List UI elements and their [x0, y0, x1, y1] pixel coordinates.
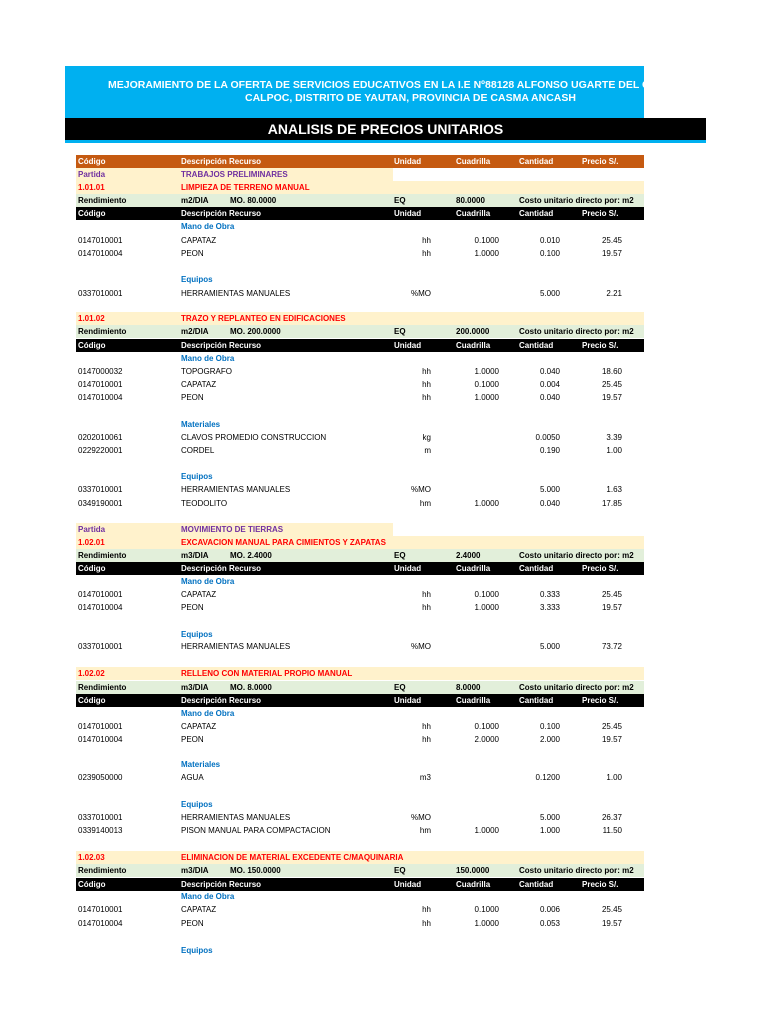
group-label: Equipos — [181, 472, 213, 481]
resource-description: CAPATAZ — [181, 722, 217, 731]
rendimiento-eq: EQ — [394, 327, 406, 336]
resource-code: 0147010001 — [78, 380, 123, 389]
sub-header-precio: Precio S/. — [582, 880, 619, 889]
resource-code: 0147010001 — [78, 722, 123, 731]
resource-unit: hh — [422, 905, 431, 914]
resource-description: HERRAMIENTAS MANUALES — [181, 813, 291, 822]
sub-header-description: Descripción Recurso — [181, 564, 262, 573]
partida-description: MOVIMIENTO DE TIERRAS — [181, 525, 284, 534]
resource-precio: 25.45 — [601, 722, 622, 731]
item-row — [76, 851, 644, 864]
resource-cuadrilla: 0.1000 — [474, 236, 499, 245]
project-title-line-2: CALPOC, DISTRITO DE YAUTAN, PROVINCIA DE CASMA ANCASH — [245, 92, 576, 104]
resource-cuadrilla: 1.0000 — [474, 919, 499, 928]
sub-header-description: Descripción Recurso — [181, 209, 262, 218]
sub-header-unit: Unidad — [394, 341, 422, 350]
resource-code: 0147000032 — [78, 367, 123, 376]
resource-cantidad: 0.1200 — [535, 773, 560, 782]
resource-code: 0202010061 — [78, 433, 123, 442]
resource-unit: m3 — [419, 773, 431, 782]
item-description: TRAZO Y REPLANTEO EN EDIFICACIONES — [181, 314, 346, 323]
resource-cuadrilla: 0.1000 — [474, 905, 499, 914]
resource-unit: hh — [422, 603, 431, 612]
resource-description: HERRAMIENTAS MANUALES — [181, 289, 291, 298]
group-label: Mano de Obra — [181, 222, 235, 231]
rendimiento-label: Rendimiento — [78, 196, 127, 205]
partida-row — [76, 168, 393, 181]
sub-header-code: Código — [78, 880, 106, 889]
rendimiento-mo: MO. 80.0000 — [230, 196, 277, 205]
rendimiento-unit: m3/DIA — [181, 551, 209, 560]
resource-row — [76, 431, 644, 444]
sub-header-description: Descripción Recurso — [181, 880, 262, 889]
resource-description: CAPATAZ — [181, 905, 217, 914]
resource-unit: hh — [422, 590, 431, 599]
resource-description: TOPOGRAFO — [181, 367, 232, 376]
item-code: 1.02.02 — [78, 669, 105, 678]
group-label: Equipos — [181, 275, 213, 284]
resource-unit: hh — [422, 735, 431, 744]
group-label: Materiales — [181, 760, 221, 769]
header-unit: Unidad — [394, 157, 422, 166]
costo-unitario-label: Costo unitario directo por: m2 — [519, 551, 634, 560]
resource-precio: 1.00 — [606, 773, 622, 782]
resource-unit: %MO — [411, 485, 431, 494]
group-label: Mano de Obra — [181, 354, 235, 363]
rendimiento-eq-value: 200.0000 — [456, 327, 490, 336]
sub-header-unit: Unidad — [394, 696, 422, 705]
resource-precio: 25.45 — [601, 236, 622, 245]
resource-code: 0337010001 — [78, 485, 123, 494]
rendimiento-eq-value: 8.0000 — [456, 683, 481, 692]
sub-header-cantidad: Cantidad — [519, 564, 554, 573]
resource-cantidad: 0.100 — [539, 722, 560, 731]
costo-unitario-label: Costo unitario directo por: m2 — [519, 683, 634, 692]
group-label: Equipos — [181, 630, 213, 639]
resource-precio: 18.60 — [601, 367, 622, 376]
resource-description: PEON — [181, 393, 204, 402]
resource-row — [76, 720, 644, 733]
resource-cuadrilla: 2.0000 — [474, 735, 499, 744]
resource-cantidad: 5.000 — [539, 485, 560, 494]
resource-description: PEON — [181, 603, 204, 612]
resource-precio: 25.45 — [601, 380, 622, 389]
group-label-row — [76, 220, 644, 233]
group-label-row — [76, 798, 644, 811]
rendimiento-eq: EQ — [394, 683, 406, 692]
resource-unit: %MO — [411, 289, 431, 298]
sub-header-code: Código — [78, 341, 106, 350]
resource-cantidad: 0.006 — [539, 905, 560, 914]
group-label-row — [76, 890, 644, 903]
resource-precio: 17.85 — [601, 499, 622, 508]
header-cantidad: Cantidad — [519, 157, 554, 166]
resource-description: PISON MANUAL PARA COMPACTACION — [181, 826, 331, 835]
resource-unit: hm — [419, 826, 431, 835]
resource-cantidad: 2.000 — [539, 735, 560, 744]
sub-header-precio: Precio S/. — [582, 341, 619, 350]
resource-cuadrilla: 1.0000 — [474, 393, 499, 402]
resource-description: CORDEL — [181, 446, 215, 455]
resource-description: CAPATAZ — [181, 590, 217, 599]
resource-row — [76, 903, 644, 916]
resource-row — [76, 483, 644, 496]
rendimiento-mo: MO. 8.0000 — [230, 683, 272, 692]
resource-precio: 19.57 — [601, 249, 622, 258]
resource-cuadrilla: 0.1000 — [474, 722, 499, 731]
resource-precio: 11.50 — [602, 826, 622, 835]
resource-description: CAPATAZ — [181, 236, 217, 245]
group-label: Mano de Obra — [181, 892, 235, 901]
resource-cuadrilla: 1.0000 — [474, 826, 499, 835]
resource-description: PEON — [181, 919, 204, 928]
costo-unitario-label: Costo unitario directo por: m2 — [519, 866, 634, 875]
rendimiento-unit: m3/DIA — [181, 866, 209, 875]
costo-unitario-label: Costo unitario directo por: m2 — [519, 196, 634, 205]
resource-row — [76, 444, 644, 457]
resource-precio: 73.72 — [601, 642, 622, 651]
sub-header-cuadrilla: Cuadrilla — [456, 696, 491, 705]
sub-header-row — [76, 694, 644, 707]
resource-description: PEON — [181, 249, 204, 258]
resource-unit: m — [424, 446, 431, 455]
rendimiento-row — [76, 549, 644, 562]
rendimiento-eq: EQ — [394, 196, 406, 205]
rendimiento-mo: MO. 200.0000 — [230, 327, 281, 336]
resource-row — [76, 917, 644, 930]
resource-code: 0147010004 — [78, 919, 123, 928]
resource-cantidad: 0.053 — [539, 919, 560, 928]
resource-cuadrilla: 1.0000 — [474, 367, 499, 376]
group-label: Mano de Obra — [181, 709, 235, 718]
sub-header-cuadrilla: Cuadrilla — [456, 209, 491, 218]
sub-header-cuadrilla: Cuadrilla — [456, 341, 491, 350]
sub-header-row — [76, 562, 644, 575]
resource-unit: hh — [422, 367, 431, 376]
resource-cantidad: 5.000 — [539, 642, 560, 651]
sub-header-cantidad: Cantidad — [519, 341, 554, 350]
resource-code: 0337010001 — [78, 642, 123, 651]
resource-row — [76, 378, 644, 391]
sub-header-row — [76, 207, 644, 220]
rendimiento-label: Rendimiento — [78, 683, 127, 692]
resource-unit: hh — [422, 919, 431, 928]
partida-label: Partida — [78, 170, 106, 179]
resource-unit: hm — [419, 499, 431, 508]
sub-header-cuadrilla: Cuadrilla — [456, 880, 491, 889]
resource-cantidad: 5.000 — [539, 813, 560, 822]
group-label-row — [76, 470, 644, 483]
header-precio: Precio S/. — [582, 157, 619, 166]
resource-code: 0147010004 — [78, 603, 123, 612]
resource-cantidad: 5.000 — [539, 289, 560, 298]
header-cuadrilla: Cuadrilla — [456, 157, 491, 166]
rendimiento-mo: MO. 2.4000 — [230, 551, 272, 560]
item-description: LIMPIEZA DE TERRENO MANUAL — [181, 183, 310, 192]
resource-cantidad: 0.004 — [539, 380, 560, 389]
item-code: 1.02.01 — [78, 538, 105, 547]
resource-unit: %MO — [411, 813, 431, 822]
item-description: RELLENO CON MATERIAL PROPIO MANUAL — [181, 669, 353, 678]
sub-header-cantidad: Cantidad — [519, 209, 554, 218]
sub-header-cuadrilla: Cuadrilla — [456, 564, 491, 573]
resource-cantidad: 1.000 — [539, 826, 560, 835]
resource-code: 0147010004 — [78, 393, 123, 402]
item-code: 1.01.02 — [78, 314, 105, 323]
resource-unit: kg — [422, 433, 431, 442]
sub-header-cantidad: Cantidad — [519, 880, 554, 889]
group-label-row — [76, 352, 644, 365]
resource-row — [76, 640, 644, 653]
sub-header-code: Código — [78, 696, 106, 705]
sub-header-precio: Precio S/. — [582, 209, 619, 218]
resource-precio: 19.57 — [601, 919, 622, 928]
group-label: Equipos — [181, 946, 213, 955]
sub-header-code: Código — [78, 209, 106, 218]
resource-row — [76, 497, 644, 510]
sub-header-cantidad: Cantidad — [519, 696, 554, 705]
resource-cantidad: 0.333 — [539, 590, 560, 599]
resource-description: HERRAMIENTAS MANUALES — [181, 485, 291, 494]
page-title: ANALISIS DE PRECIOS UNITARIOS — [267, 121, 504, 137]
resource-description: TEODOLITO — [181, 499, 228, 508]
resource-code: 0337010001 — [78, 289, 123, 298]
resource-unit: hh — [422, 722, 431, 731]
group-label-row — [76, 944, 644, 957]
item-description: ELIMINACION DE MATERIAL EXCEDENTE C/MAQUINARIA — [181, 853, 404, 862]
resource-code: 0337010001 — [78, 813, 123, 822]
resource-precio: 19.57 — [601, 735, 622, 744]
resource-description: AGUA — [181, 773, 204, 782]
resource-precio: 1.00 — [606, 446, 622, 455]
item-row — [76, 181, 644, 194]
partida-row — [76, 523, 393, 536]
header-code: Código — [78, 157, 106, 166]
resource-unit: %MO — [411, 642, 431, 651]
resource-row — [76, 588, 644, 601]
rendimiento-unit: m2/DIA — [181, 196, 209, 205]
group-label-row — [76, 758, 644, 771]
resource-code: 0239050000 — [78, 773, 123, 782]
resource-unit: hh — [422, 249, 431, 258]
resource-cuadrilla: 0.1000 — [474, 590, 499, 599]
resource-row — [76, 824, 644, 837]
group-label: Equipos — [181, 800, 213, 809]
resource-code: 0339140013 — [78, 826, 123, 835]
item-description: EXCAVACION MANUAL PARA CIMIENTOS Y ZAPATAS — [181, 538, 386, 547]
resource-precio: 3.39 — [606, 433, 622, 442]
resource-cuadrilla: 0.1000 — [474, 380, 499, 389]
sub-header-unit: Unidad — [394, 880, 422, 889]
resource-precio: 25.45 — [601, 905, 622, 914]
group-label: Mano de Obra — [181, 577, 235, 586]
group-label-row — [76, 273, 644, 286]
rendimiento-eq: EQ — [394, 866, 406, 875]
resource-unit: hh — [422, 236, 431, 245]
resource-code: 0229220001 — [78, 446, 123, 455]
resource-cuadrilla: 1.0000 — [474, 603, 499, 612]
resource-precio: 19.57 — [601, 393, 622, 402]
group-label: Materiales — [181, 420, 221, 429]
resource-row — [76, 733, 644, 746]
sub-header-unit: Unidad — [394, 564, 422, 573]
item-code: 1.02.03 — [78, 853, 105, 862]
resource-code: 0147010001 — [78, 236, 123, 245]
project-title-line-1: MEJORAMIENTO DE LA OFERTA DE SERVICIOS EDUCATIVOS EN LA I.E Nº88128 ALFONSO UGARTE DEL CENTRO POBLA — [108, 79, 726, 91]
resource-row — [76, 391, 644, 404]
sub-header-code: Código — [78, 564, 106, 573]
rendimiento-row — [76, 325, 644, 338]
resource-cuadrilla: 1.0000 — [474, 249, 499, 258]
resource-cantidad: 3.333 — [539, 603, 560, 612]
resource-row — [76, 287, 644, 300]
rendimiento-eq: EQ — [394, 551, 406, 560]
resource-description: HERRAMIENTAS MANUALES — [181, 642, 291, 651]
resource-row — [76, 601, 644, 614]
sub-header-precio: Precio S/. — [582, 564, 619, 573]
group-label-row — [76, 707, 644, 720]
costo-unitario-label: Costo unitario directo por: m2 — [519, 327, 634, 336]
rendimiento-label: Rendimiento — [78, 327, 127, 336]
resource-precio: 26.37 — [601, 813, 622, 822]
resource-description: PEON — [181, 735, 204, 744]
resource-cuadrilla: 1.0000 — [474, 499, 499, 508]
header-description: Descripción Recurso — [181, 157, 262, 166]
resource-cantidad: 0.040 — [539, 367, 560, 376]
resource-cantidad: 0.040 — [539, 393, 560, 402]
rendimiento-row — [76, 194, 644, 207]
rendimiento-eq-value: 150.0000 — [456, 866, 490, 875]
resource-cantidad: 0.040 — [539, 499, 560, 508]
rendimiento-mo: MO. 150.0000 — [230, 866, 281, 875]
resource-cantidad: 0.100 — [539, 249, 560, 258]
resource-code: 0147010004 — [78, 735, 123, 744]
resource-row — [76, 771, 644, 784]
resource-description: CAPATAZ — [181, 380, 217, 389]
group-label-row — [76, 418, 644, 431]
resource-unit: hh — [422, 393, 431, 402]
sub-header-description: Descripción Recurso — [181, 696, 262, 705]
rendimiento-label: Rendimiento — [78, 551, 127, 560]
resource-code: 0147010001 — [78, 905, 123, 914]
partida-description: TRABAJOS PRELIMINARES — [181, 170, 288, 179]
sub-header-row — [76, 339, 644, 352]
partida-label: Partida — [78, 525, 106, 534]
rendimiento-row — [76, 864, 644, 877]
sub-header-precio: Precio S/. — [582, 696, 619, 705]
resource-code: 0349190001 — [78, 499, 123, 508]
sub-header-description: Descripción Recurso — [181, 341, 262, 350]
resource-precio: 19.57 — [601, 603, 622, 612]
rendimiento-eq-value: 2.4000 — [456, 551, 481, 560]
resource-cantidad: 0.190 — [539, 446, 560, 455]
rendimiento-eq-value: 80.0000 — [456, 196, 485, 205]
resource-unit: hh — [422, 380, 431, 389]
rendimiento-row — [76, 681, 644, 694]
sub-header-unit: Unidad — [394, 209, 422, 218]
resource-precio: 2.21 — [606, 289, 622, 298]
item-row — [76, 536, 644, 549]
resource-precio: 25.45 — [601, 590, 622, 599]
resource-cantidad: 0.010 — [539, 236, 560, 245]
rendimiento-unit: m3/DIA — [181, 683, 209, 692]
item-row — [76, 667, 644, 680]
rendimiento-label: Rendimiento — [78, 866, 127, 875]
group-label-row — [76, 575, 644, 588]
resource-row — [76, 365, 644, 378]
resource-row — [76, 234, 644, 247]
resource-precio: 1.63 — [606, 485, 622, 494]
resource-description: CLAVOS PROMEDIO CONSTRUCCION — [181, 433, 327, 442]
item-row — [76, 312, 644, 325]
resource-row — [76, 247, 644, 260]
resource-code: 0147010004 — [78, 249, 123, 258]
resource-row — [76, 811, 644, 824]
item-code: 1.01.01 — [78, 183, 105, 192]
rendimiento-unit: m2/DIA — [181, 327, 209, 336]
resource-code: 0147010001 — [78, 590, 123, 599]
resource-cantidad: 0.0050 — [535, 433, 560, 442]
